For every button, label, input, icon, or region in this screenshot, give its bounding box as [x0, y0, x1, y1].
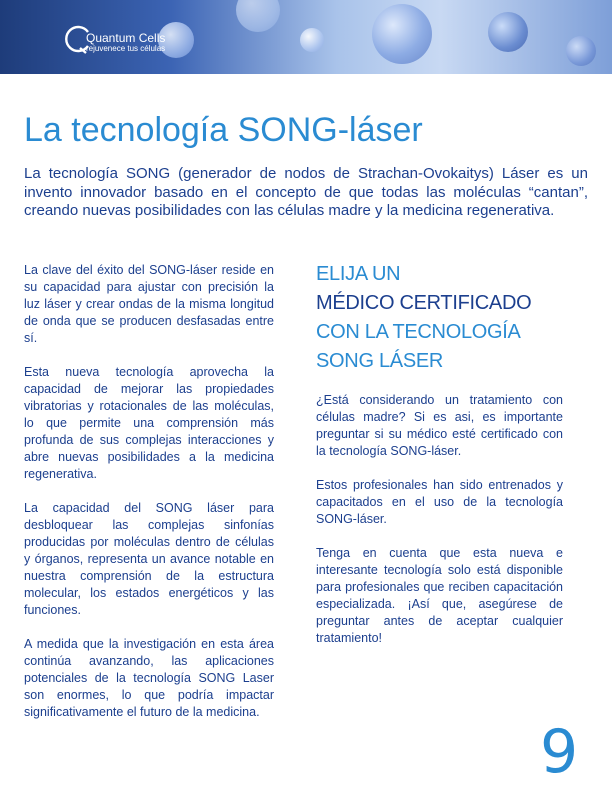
cell-image [372, 4, 432, 64]
right-column [316, 260, 563, 664]
body-paragraph: La clave del éxito del SONG-láser reside en su capacidad para ajustar con precisión la luz láser y crear ondas de la misma longitud de onda que se producen desfasadas entre sí. [24, 263, 274, 345]
heading-line: ELIJA UN [316, 263, 401, 285]
body-paragraph: Tenga en cuenta que esta nueva e interesante tecnología solo está disponible para profesionales que reciben capacitación especializada. ¡Así que, asegúrese de preguntar antes de aceptar cualquier tratamiento! [316, 546, 563, 645]
heading-line: CON LA TECNOLOGÍA [316, 321, 521, 343]
cell-image [488, 12, 528, 52]
body-paragraph: A medida que la investigación en esta área continúa avanzando, las aplicaciones potenciales de la tecnología SONG Laser son enormes, lo que podría impactar significativamente el futuro de la medicina. [24, 637, 274, 719]
logo-title: Quantum Cells [86, 31, 166, 45]
logo-tagline: rejuvenece tus células [86, 44, 166, 53]
brand-logo [64, 20, 184, 64]
page-number: 9 [540, 717, 579, 787]
cell-image [566, 36, 596, 66]
page-title: La tecnología SONG-láser [24, 111, 423, 149]
cell-image [236, 0, 280, 32]
body-paragraph: La capacidad del SONG láser para desbloquear las complejas sinfonías producidas por moléculas dentro de células y órganos, representa un avance notable en nuestra comprensión de la estructura molecular, los estados energéticos y las funciones. [24, 501, 274, 617]
section-heading [316, 260, 563, 376]
header-banner [0, 0, 612, 74]
heading-line: MÉDICO CERTIFICADO [316, 292, 532, 314]
body-paragraph: ¿Está considerando un tratamiento con células madre? Si es asi, es importante preguntar si su médico esté certificado con la tecnología SONG-láser. [316, 393, 563, 458]
body-paragraph: Esta nueva tecnología aprovecha la capacidad de mejorar las propiedades vibratorias y rotacionales de las moléculas, lo que permite una comprensión más profunda de sus complejas interacciones y abre nuevas posibilidades a la medicina regenerativa. [24, 365, 274, 481]
lead-paragraph: La tecnología SONG (generador de nodos de Strachan-Ovokaitys) Láser es un invento innovador basado en el concepto de que todas las moléculas “cantan”, creando nuevas posibilidades con las células madre y la medicina regenerativa. [24, 165, 588, 219]
cell-image [300, 28, 324, 52]
left-column [24, 262, 274, 738]
body-paragraph: Estos profesionales han sido entrenados y capacitados en el uso de la tecnología SONG-láser. [316, 478, 563, 526]
heading-line: SONG LÁSER [316, 350, 444, 372]
